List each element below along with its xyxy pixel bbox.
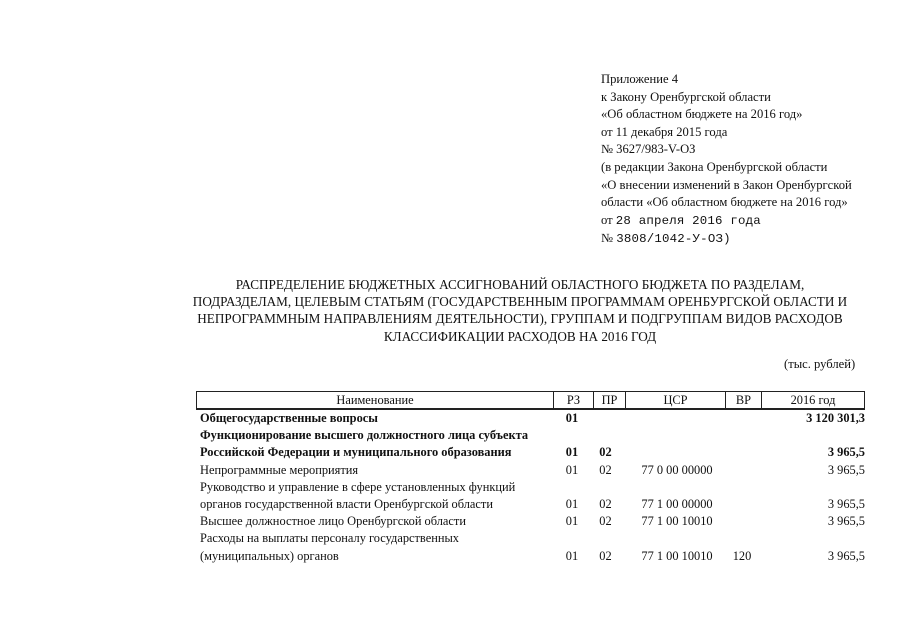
header-pr: ПР bbox=[593, 392, 625, 409]
row-rz: 01 bbox=[565, 548, 579, 563]
row-pr: 02 bbox=[599, 496, 612, 511]
row-name: Общегосударственные вопросы bbox=[200, 411, 378, 425]
row-csr: 77 1 00 10010 bbox=[641, 514, 713, 529]
row-value: 3 965,5 bbox=[827, 514, 865, 529]
row-csr: 77 0 00 00000 bbox=[641, 462, 713, 477]
title-line: КЛАССИФИКАЦИИ РАСХОДОВ НА 2016 ГОД bbox=[383, 328, 657, 344]
header-name: Наименование bbox=[336, 393, 414, 407]
header-csr: ЦСР bbox=[625, 392, 725, 409]
appendix-line: области «Об областном бюджете на 2016 год» bbox=[601, 195, 848, 210]
row-value: 3 965,5 bbox=[827, 496, 865, 511]
appendix-line: к Закону Оренбургской области bbox=[601, 89, 771, 104]
table-row bbox=[196, 462, 865, 479]
appendix-line: «Об областном бюджете на 2016 год» bbox=[601, 107, 803, 122]
row-name: Российской Федерации и муниципального образования bbox=[200, 445, 512, 460]
row-name: Руководство и управление в сфере установленных функций bbox=[200, 479, 516, 494]
row-rz: 01 bbox=[565, 462, 579, 477]
amendment-date-line bbox=[601, 212, 891, 231]
table-row bbox=[196, 530, 865, 547]
row-value: 3 965,5 bbox=[827, 462, 865, 477]
row-csr: 77 1 00 10010 bbox=[641, 548, 713, 563]
header-rz: РЗ bbox=[553, 392, 593, 409]
appendix-line: № 3627/983-V-ОЗ bbox=[601, 142, 696, 157]
title-line: ПОДРАЗДЕЛАМ, ЦЕЛЕВЫМ СТАТЬЯМ (ГОСУДАРСТВЕННЫМ ПРОГРАММАМ ОРЕНБУРГСКОЙ ОБЛАСТИ И bbox=[192, 294, 848, 310]
table-row bbox=[196, 513, 865, 530]
row-name: органов государственной власти Оренбургской области bbox=[200, 496, 493, 511]
table-header bbox=[196, 391, 865, 410]
header-vr: ВР bbox=[725, 392, 761, 409]
row-value: 3 120 301,3 bbox=[806, 411, 865, 425]
row-csr: 77 1 00 00000 bbox=[641, 496, 713, 511]
appendix-line: от 11 декабря 2015 года bbox=[601, 124, 728, 139]
row-pr: 02 bbox=[599, 548, 612, 563]
appendix-line: (в редакции Закона Оренбургской области bbox=[601, 159, 828, 174]
row-value: 3 965,5 bbox=[827, 548, 865, 563]
row-rz: 01 bbox=[565, 411, 579, 425]
row-name: (муниципальных) органов bbox=[200, 548, 339, 563]
table-row bbox=[196, 427, 865, 444]
row-rz: 01 bbox=[565, 445, 579, 460]
row-pr: 02 bbox=[599, 514, 612, 529]
document-title bbox=[190, 276, 850, 345]
table-row bbox=[196, 444, 865, 461]
row-pr: 02 bbox=[599, 445, 612, 460]
row-rz: 01 bbox=[565, 514, 579, 529]
appendix-line: «О внесении изменений в Закон Оренбургской bbox=[601, 177, 852, 192]
title-line: РАСПРЕДЕЛЕНИЕ БЮДЖЕТНЫХ АССИГНОВАНИЙ ОБЛАСТНОГО БЮДЖЕТА ПО РАЗДЕЛАМ, bbox=[235, 277, 805, 292]
appendix-line: Приложение 4 bbox=[601, 72, 679, 86]
title-line: НЕПРОГРАММНЫМ НАПРАВЛЕНИЯМ ДЕЯТЕЛЬНОСТИ), ГРУППАМ И ПОДГРУППАМ ВИДОВ РАСХОДОВ bbox=[197, 311, 843, 327]
row-vr: 120 bbox=[732, 548, 752, 563]
table-row bbox=[196, 548, 865, 565]
table-row bbox=[196, 479, 865, 496]
row-name: Высшее должностное лицо Оренбургской области bbox=[200, 514, 466, 529]
amendment-date: 28 апреля 2016 года bbox=[615, 213, 761, 228]
row-name: Расходы на выплаты персоналу государственных bbox=[200, 531, 459, 546]
table-row bbox=[196, 496, 865, 513]
amendment-number-line bbox=[601, 230, 891, 249]
budget-table bbox=[196, 391, 865, 565]
header-year: 2016 год bbox=[761, 392, 864, 409]
row-name: Непрограммные мероприятия bbox=[200, 462, 359, 477]
row-value: 3 965,5 bbox=[827, 445, 865, 460]
amendment-number: 3808/1042-У-ОЗ) bbox=[616, 232, 731, 247]
appendix-header bbox=[601, 71, 891, 249]
units-label: (тыс. рублей) bbox=[784, 357, 856, 371]
amendment-date-prefix: от bbox=[601, 212, 613, 227]
row-rz: 01 bbox=[565, 496, 579, 511]
table-body bbox=[196, 410, 865, 565]
row-name: Функционирование высшего должностного лица субъекта bbox=[200, 428, 529, 443]
row-pr: 02 bbox=[599, 462, 612, 477]
amendment-number-prefix: № bbox=[601, 231, 614, 246]
table-row bbox=[196, 410, 865, 427]
